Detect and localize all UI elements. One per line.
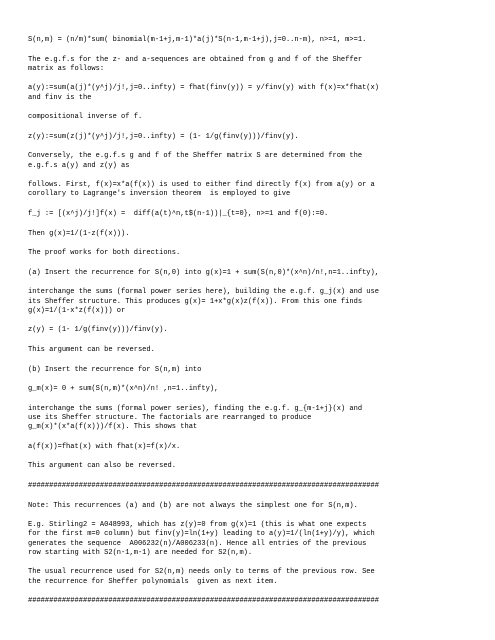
paragraph: interchange the sums (formal power series here), building the e.g.f. g_j(x) and use its Sheffer structure. This produces g(x)= 1+x*g(x)z(f(x)). From this one finds g(x)=1/(1-x*z(f(x))) or [28,288,379,315]
paragraph: The e.g.f.s for the z- and a-sequences are obtained from g and f of the Sheffer matrix as follows: [28,55,363,73]
paragraph: E.g. Stirling2 = A048993, which has z(y)=0 from g(x)=1 (this is what one expects for the first m=0 column) but finv(y)=ln(1+y) leading to a(y)=1/(ln(1+y)/y), which generates the sequence A006232(n)/A006233(n). Hence all entries of the previous row starting with S2(n-1,m-1) are needed for S2(n,m). [28,521,375,557]
paragraph: f_j := [(x^j)/j!]f(x) = diff(a(t)^n,t$(n-1))|_{t=0}, n>=1 and f(0):=0. [28,209,329,218]
paragraph: Then g(x)=1/(1-z(f(x))). [28,229,130,238]
paragraph: Conversely, the e.g.f.s g and f of the Sheffer matrix S are determined from the e.g.f.s a(y) and z(y) as [28,152,363,170]
paragraph: This argument can be reversed. [28,345,155,354]
paragraph: g_m(x)= 0 + sum(S(n,m)*(x^n)/n! ,n=1..infty), [28,385,219,394]
paragraph: This argument can also be reversed. [28,462,177,471]
paragraph: Note: This recurrences (a) and (b) are not always the simplest one for S(n,m). [28,501,358,510]
paragraph: compositional inverse of f. [28,113,143,122]
paragraph: z(y) = (1- 1/g(finv(y)))/finv(y). [28,326,168,335]
paragraph: follows. First, f(x)=x*a(f(x)) is used to either find directly f(x) from a(y) or a corollary to Lagrange's inversion theorem is employed to give [28,181,375,199]
paragraph: z(y):=sum(z(j)*(y^j)/j!,j=0..infty) = (1- 1/g(finv(y)))/finv(y). [28,132,299,141]
paragraph: interchange the sums (formal power series), finding the e.g.f. g_{m-1+j}(x) and use its Sheffer structure. The factorials are rearranged to produce g_m(x)*(x*a(f(x)))/f(x). This shows that [28,404,363,432]
separator-line-2: ################################################################################### [28,597,379,606]
paragraph: (b) Insert the recurrence for S(n,m) into [28,365,202,374]
paragraph: S(n,m) = (n/m)*sum( binomial(m-1+j,m-1)*a(j)*S(n-1,m-1+j),j=0..n-m), n>=1, m>=1. [28,36,367,44]
paragraph: a(f(x))=fhat(x) with fhat(x)=f(x)/x. [28,442,181,451]
paragraph: (a) Insert the recurrence for S(n,0) into g(x)=1 + sum(S(n,0)*(x^n)/n!,n=1..infty), [28,268,379,277]
separator-line-1: ################################################################################### [28,481,379,490]
note-text-block [28,502,495,587]
paragraph: The proof works for both directions. [28,249,181,258]
paragraph: a(y):=sum(a(j)*(y^j)/j!,j=0..infty) = fhat(finv(y)) = y/finv(y) with f(x)=x*fhat(x) and finv is the [28,84,379,102]
paragraph: The usual recurrence used for S2(n,m) needs only to terms of the previous row. See the recurrence for Sheffer polynomials given as next item. [28,568,375,586]
main-text-block [28,36,495,472]
